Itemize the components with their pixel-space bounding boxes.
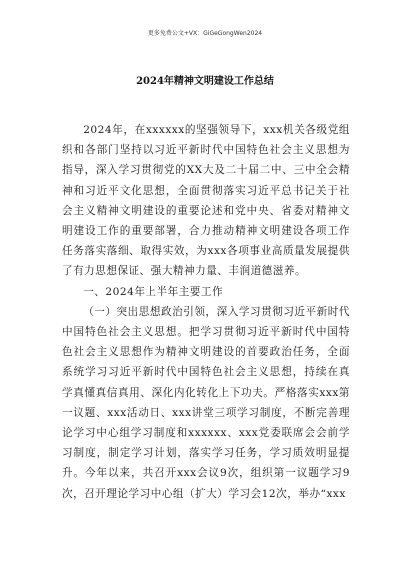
section-heading: 一、2024年上半年主要工作 <box>83 285 224 298</box>
intro-paragraph: 2024年，在xxxxxx的坚强领导下，xxx机关各级党组织和各部门坚持以习近平新时代中国特色社会主义思想为指导，深入学习贯彻党的XX大及二十届二中、三中全会精神和习近平文化思想，全面贯彻落实习近平总书记关于社会主义精神文明建设的重要论述和党中央、省委对精神文明建设工作的重要部署，合力推动精神文明建设各项工作任务落实落细、取得实效，为xxx各项事业高质量发展提供了有力思想保证、强大精神力量、丰润道德滋养。 <box>62 124 350 278</box>
document-body <box>62 120 350 504</box>
document-title: 2024年精神文明建设工作总结 <box>136 76 274 87</box>
header-note: 更多免费公文+VX：GiGeGongWen2024 <box>147 30 263 37</box>
section-paragraph: （一）突出思想政治引领，深入学习贯彻习近平新时代中国特色社会主义思想。把学习贯彻习近平新时代中国特色社会主义思想作为精神文明建设的首要政治任务，全面系统学习习近平新时代中国特色社会主义思想，持续在真学真懂真信真用、深化内化转化上下功夫。严格落实xxx第一议题、xxx活动日、xxx讲堂三项学习制度，不断完善理论学习中心组学习制度和xxxxxx、xxx党委联席会会前学习制度，制定学习计划，落实学习任务，学习质效明显提升。今年以来，共召开xxx会议9次，组织第一议题学习9次，召开理论学习中心组（扩大）学习会12次，举办“xxx <box>62 305 350 500</box>
